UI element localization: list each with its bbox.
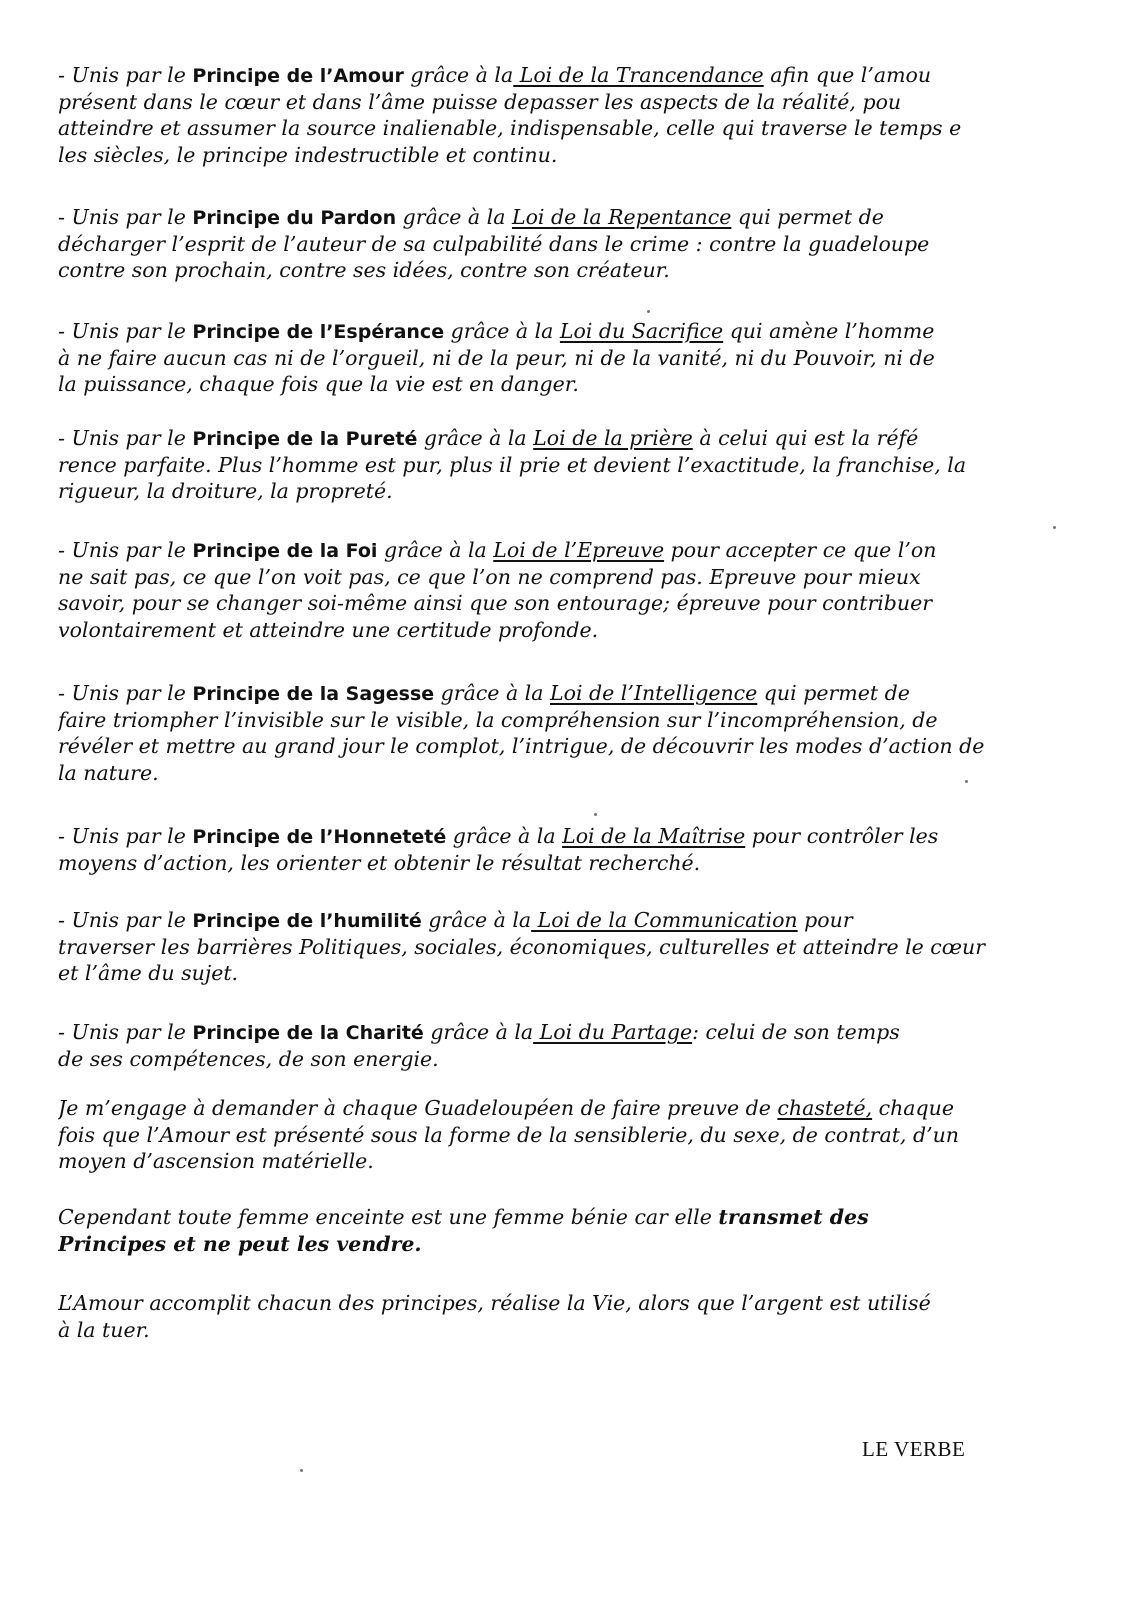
text-line (58, 142, 1038, 169)
principle-name: Principe de l’Amour (192, 65, 404, 87)
text-line (58, 89, 1038, 116)
paragraph (58, 318, 1038, 398)
text-segment: L’Amour accomplit chacun des principes, réalise la Vie, alors que l’argent est utilisé (58, 1291, 931, 1315)
text-segment: qui amène l’homme (723, 319, 935, 343)
text-segment: faire triompher l’invisible sur le visible, la compréhension sur l’incompréhension, de (58, 707, 938, 732)
signature: LE VERBE (862, 1437, 966, 1461)
text-segment: pour accepter ce que l’on (664, 538, 937, 562)
law-name: Loi de la Maîtrise (562, 824, 746, 848)
text-segment: grâce à la (434, 681, 550, 705)
scan-speck (1053, 526, 1056, 529)
text-segment: moyen d’ascension matérielle. (58, 1149, 374, 1173)
paragraph (58, 204, 1038, 284)
paragraph (58, 1019, 1038, 1072)
text-line (58, 425, 1038, 452)
scan-speck (300, 1469, 303, 1472)
text-line (58, 680, 1038, 707)
text-segment: fois que l’Amour est présenté sous la forme de la sensiblerie, du sexe, de contrat, d’un (58, 1122, 960, 1147)
paragraph (58, 425, 1038, 505)
text-segment: à ne faire aucun cas ni de l’orgueil, ni de la peur, ni de la vanité, ni du Pouvoir, ni de (58, 345, 935, 370)
text-segment: qui permet de (757, 681, 910, 705)
text-segment: décharger l’esprit de l’auteur de sa culpabilité dans le crime : contre la guadeloupe (58, 231, 930, 256)
text-segment: grâce à la (421, 908, 532, 932)
text-line (58, 1231, 1038, 1258)
text-segment: Cependant toute femme enceinte est une femme bénie car elle (58, 1205, 719, 1229)
principle-name: Principe de l’Espérance (192, 321, 445, 343)
text-segment: grâce à la (403, 63, 514, 87)
law-name: Loi de l’Epreuve (493, 538, 665, 562)
emphasis-text: Principes et ne peut les vendre. (58, 1231, 422, 1256)
text-segment: qui permet de (731, 205, 884, 229)
text-line (58, 62, 1038, 89)
text-line (58, 960, 1038, 987)
text-line (58, 318, 1038, 345)
text-segment: afin que l’amou (763, 63, 932, 87)
text-segment: à celui qui est la réfé (692, 426, 919, 450)
text-segment: pour (797, 908, 853, 932)
scan-speck (647, 310, 650, 313)
text-line (58, 1019, 1038, 1046)
text-segment: grâce à la (446, 824, 563, 848)
text-line (58, 1204, 1038, 1231)
text-segment: la nature. (58, 760, 159, 785)
principle-name: Principe de la Foi (192, 540, 378, 562)
text-line (58, 345, 1038, 372)
text-segment: grâce à la (417, 426, 534, 450)
text-segment: chaque (872, 1096, 954, 1120)
paragraph (58, 537, 1038, 643)
text-segment: grâce à la (444, 319, 560, 343)
paragraph (58, 1204, 1038, 1257)
scan-speck (965, 780, 968, 783)
paragraph (58, 62, 1038, 168)
paragraph (58, 907, 1038, 987)
emphasis-text: transmet des (718, 1205, 869, 1229)
text-segment: révéler et mettre au grand jour le complot, l’intrigue, de découvrir les modes d’action de (58, 734, 985, 758)
text-segment: - Unis par le (58, 908, 193, 932)
text-line (58, 823, 1038, 850)
text-line (58, 907, 1038, 934)
text-segment: atteindre et assumer la source inalienable, indispensable, celle qui traverse le temps e (58, 116, 962, 140)
text-line (58, 760, 1038, 787)
law-name: Loi de la Trancendance (513, 63, 764, 87)
law-name: Loi de la Repentance (511, 205, 732, 229)
text-segment: grâce à la (377, 538, 494, 562)
text-segment: les siècles, le principe indestructible et continu. (58, 142, 558, 167)
law-name: Loi du Partage (533, 1020, 693, 1044)
text-line (58, 617, 1038, 644)
text-segment: pour contrôler les (745, 824, 939, 848)
text-segment: la puissance, chaque fois que la vie est en danger. (58, 372, 579, 396)
text-segment: - Unis par le (58, 319, 193, 343)
text-segment: présent dans le cœur et dans l’âme puisse depasser les aspects de la réalité, pou (58, 89, 902, 114)
paragraph (58, 680, 1038, 786)
principle-name: Principe de la Sagesse (192, 683, 435, 705)
text-line (58, 371, 1038, 398)
text-segment: rence parfaite. Plus l’homme est pur, plus il prie et devient l’exactitude, la franchise, la (58, 452, 967, 477)
law-name: chasteté, (777, 1096, 873, 1120)
law-name: Loi du Sacrifice (559, 319, 724, 343)
text-segment: à la tuer. (58, 1317, 150, 1342)
text-segment: contre son prochain, contre ses idées, contre son créateur. (58, 258, 670, 282)
text-line (58, 707, 1038, 734)
text-segment: - Unis par le (58, 426, 193, 450)
text-line (58, 452, 1038, 479)
text-line (58, 1290, 1038, 1317)
text-line (58, 537, 1038, 564)
paragraph (58, 1095, 1038, 1175)
text-segment: ne sait pas, ce que l’on voit pas, ce que l’on ne comprend pas. Epreuve pour mieux (58, 564, 921, 589)
text-segment: - Unis par le (58, 538, 193, 562)
text-line (58, 934, 1038, 961)
text-segment: et l’âme du sujet. (58, 961, 239, 985)
text-segment: - Unis par le (58, 205, 193, 229)
text-line (58, 115, 1038, 142)
principle-name: Principe de la Pureté (192, 428, 418, 450)
text-line (58, 1317, 1038, 1344)
principle-name: Principe de l’Honneteté (192, 826, 447, 848)
text-line (58, 204, 1038, 231)
principle-name: Principe de la Charité (192, 1022, 424, 1044)
text-segment: - Unis par le (58, 824, 193, 848)
law-name: Loi de l’Intelligence (549, 681, 758, 705)
principle-name: Principe du Pardon (192, 207, 397, 229)
paragraph (58, 1290, 1038, 1343)
text-line (58, 231, 1038, 258)
text-line (58, 1122, 1038, 1149)
text-segment: - Unis par le (58, 681, 193, 705)
text-segment: de ses compétences, de son energie. (58, 1046, 439, 1071)
law-name: Loi de la prière (533, 426, 693, 450)
text-line (58, 257, 1038, 284)
text-line (58, 733, 1038, 760)
text-segment: : celui de son temps (692, 1020, 900, 1044)
text-segment: grâce à la (396, 205, 512, 229)
text-segment: moyens d’action, les orienter et obtenir le résultat recherché. (58, 850, 701, 875)
text-segment: rigueur, la droiture, la propreté. (58, 479, 393, 503)
text-line (58, 590, 1038, 617)
text-line (58, 1095, 1038, 1122)
scan-speck (594, 813, 597, 816)
text-line (58, 478, 1038, 505)
text-segment: traverser les barrières Politiques, sociales, économiques, culturelles et atteindre le cœur (58, 934, 986, 959)
text-segment: grâce à la (423, 1020, 534, 1044)
paragraph (58, 823, 1038, 876)
text-segment: - Unis par le (58, 1020, 193, 1044)
principle-name: Principe de l’humilité (192, 910, 422, 932)
text-segment: - Unis par le (58, 63, 193, 87)
text-segment: Je m’engage à demander à chaque Guadeloupéen de faire preuve de (58, 1096, 778, 1120)
text-segment: savoir, pour se changer soi-même ainsi que son entourage; épreuve pour contribuer (58, 591, 933, 615)
text-segment: volontairement et atteindre une certitude profonde. (58, 617, 599, 642)
text-line (58, 1148, 1038, 1175)
text-line (58, 564, 1038, 591)
text-line (58, 850, 1038, 877)
text-line (58, 1046, 1038, 1073)
law-name: Loi de la Communication (531, 908, 798, 932)
